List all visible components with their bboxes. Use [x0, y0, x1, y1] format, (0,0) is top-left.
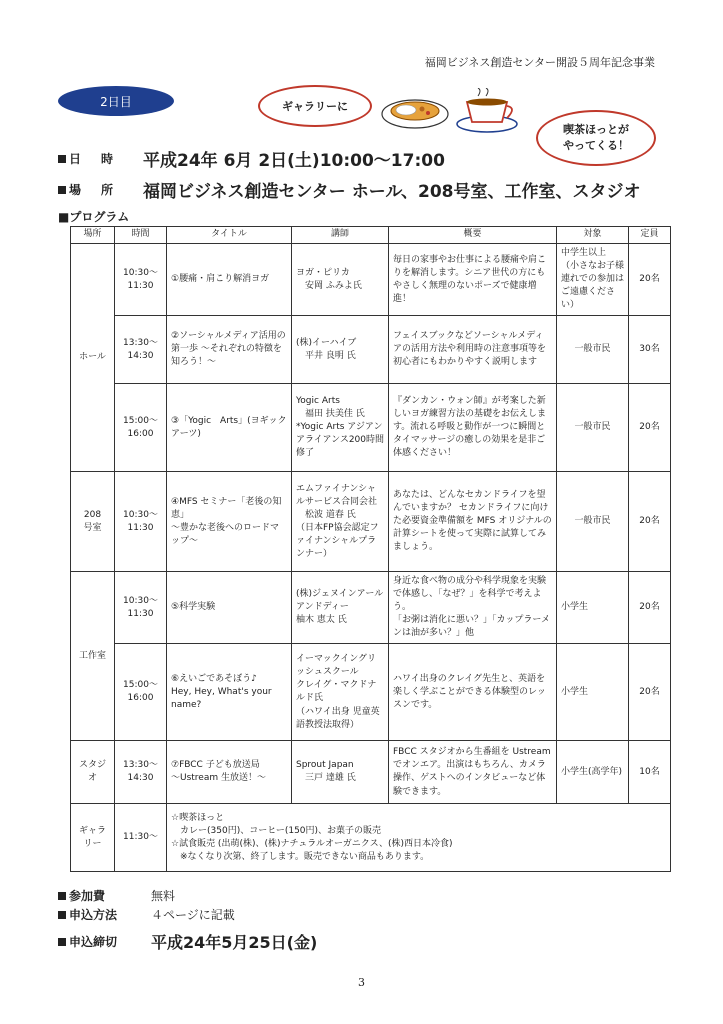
- title-cell: ②ソーシャルメディア活用の第一歩 ～それぞれの特徴を知ろう！～: [167, 316, 292, 384]
- fee-value: 無料: [151, 889, 176, 903]
- header-title: タイトル: [167, 227, 292, 244]
- program-table: [70, 226, 671, 872]
- summary-cell: あなたは、どんなセカンドライフを望んでいますか？ セカンドライフに向けた必要資金準備額を MFS オリジナルの計算シートを使って実際に試算してみましょう。: [389, 472, 557, 572]
- summary-cell: 毎日の家事やお仕事による腰痛や肩こりを解消します。シニア世代の方にもやさしく無理のないポーズで健康増進！: [389, 244, 557, 316]
- capacity-cell: 20名: [629, 244, 671, 316]
- target-cell: 一般市民: [557, 472, 629, 572]
- deadline-label: 申込締切: [69, 935, 118, 949]
- place-cell: 208 号室: [71, 472, 115, 572]
- target-cell: 小学生(高学年): [557, 741, 629, 804]
- title-cell: ①腰痛・肩こり解消ヨガ: [167, 244, 292, 316]
- page-number: 3: [358, 976, 365, 989]
- deadline-row: [58, 930, 317, 953]
- time-cell: 15:00～ 16:00: [115, 384, 167, 472]
- title-cell: ③「Yogic Arts」(ヨギックアーツ): [167, 384, 292, 472]
- header-lecturer: 講師: [292, 227, 389, 244]
- summary-cell: FBCC スタジオから生番組を Ustream でオンエア。出演はもちろん、カメラ操作、ゲストへのインタビューなど体験できます。: [389, 741, 557, 804]
- bullet-square-icon: [58, 938, 66, 946]
- gallery-bubble: ギャラリーに: [258, 85, 372, 127]
- method-value: ４ページに記載: [151, 908, 235, 922]
- summary-cell: 身近な食べ物の成分や科学現象を実験で体感し、「なぜ？」を科学で考えよう。 「お粥は消化に悪い？」「カップラーメンは油が多い？」他: [389, 572, 557, 644]
- bullet-square-icon: [58, 155, 66, 163]
- gallery-details-cell: ☆喫茶ほっと カレー(350円)、コーヒー(150円)、お菓子の販売 ☆試食販売 (出萌(株)、(株)ナチュラルオーガニクス、(株)西日本冷食) ※なくなり次第、終了します。販売できない商品もあります。: [167, 804, 671, 872]
- time-cell: 11:30～: [115, 804, 167, 872]
- header-place: 場所: [71, 227, 115, 244]
- table-row-gallery: [71, 804, 671, 872]
- place-cell: スタジ オ: [71, 741, 115, 804]
- target-cell: 一般市民: [557, 316, 629, 384]
- header-capacity: 定員: [629, 227, 671, 244]
- target-cell: 小学生: [557, 572, 629, 644]
- lecturer-cell: Sprout Japan 三戸 達雄 氏: [292, 741, 389, 804]
- method-row: [58, 906, 235, 923]
- table-row: [71, 572, 671, 644]
- capacity-cell: 20名: [629, 384, 671, 472]
- summary-cell: フェイスブックなどソーシャルメディアの活用方法や利用時の注意事項等を初心者にもわかりやすく説明します: [389, 316, 557, 384]
- table-row: [71, 316, 671, 384]
- table-row: [71, 741, 671, 804]
- capacity-cell: 20名: [629, 572, 671, 644]
- target-cell: 一般市民: [557, 384, 629, 472]
- header-target: 対象: [557, 227, 629, 244]
- summary-cell: 『ダンカン・ウォン師』が考案した新しいヨガ練習方法の基礎をお伝えします。流れる呼吸と動作が一つに瞬間とタイマッサージの癒しの効果を是非ご体感ください！: [389, 384, 557, 472]
- place-cell: ホール: [71, 244, 115, 472]
- curry-icon: [380, 92, 450, 132]
- table-row: [71, 244, 671, 316]
- deadline-value: 平成24年5月25日(金): [151, 933, 318, 952]
- title-cell: ⑦FBCC 子ども放送局 ～Ustream 生放送！～: [167, 741, 292, 804]
- program-heading: ■プログラム: [58, 210, 130, 224]
- time-cell: 13:30～ 14:30: [115, 316, 167, 384]
- table-header-row: [71, 227, 671, 244]
- date-row: [58, 146, 445, 171]
- table-row: [71, 644, 671, 741]
- lecturer-cell: イーマックイングリッシュスクール クレイグ・マクドナルド氏 （ハワイ出身 児童英語教授法取得）: [292, 644, 389, 741]
- lecturer-cell: エムファイナンシャルサービス合同会社 松波 道春 氏 （日本FP協会認定ファイナンシャルプランナー）: [292, 472, 389, 572]
- capacity-cell: 10名: [629, 741, 671, 804]
- venue-row: [58, 177, 641, 202]
- table-row: [71, 472, 671, 572]
- header-note: 福岡ビジネス創造センター開設５周年記念事業: [424, 56, 655, 69]
- lecturer-cell: (株)イーハイブ 平井 良明 氏: [292, 316, 389, 384]
- date-value: 平成24年 6月 2日(土)10:00～17:00: [143, 151, 445, 171]
- time-cell: 13:30～ 14:30: [115, 741, 167, 804]
- method-label: 申込方法: [69, 908, 118, 922]
- lecturer-cell: ヨガ・ピリカ 安岡 ふみよ氏: [292, 244, 389, 316]
- lecturer-cell: (株)ジェヌインアールアンドディー 柚木 恵太 氏: [292, 572, 389, 644]
- cafe-bubble: 喫茶ほっとが やってくる！: [536, 110, 656, 166]
- table-row: [71, 384, 671, 472]
- date-label: 日 時: [69, 152, 118, 166]
- venue-label: 場 所: [69, 183, 118, 197]
- place-cell: 工作室: [71, 572, 115, 741]
- lecturer-cell: Yogic Arts 福田 扶美佳 氏 *Yogic Arts アジアンアライアンス200時間修了: [292, 384, 389, 472]
- title-cell: ⑤科学実験: [167, 572, 292, 644]
- bullet-square-icon: [58, 186, 66, 194]
- target-cell: 中学生以上 （小さなお子様連れでの参加はご遠慮ください）: [557, 244, 629, 316]
- venue-value: 福岡ビジネス創造センター ホール、208号室、工作室、スタジオ: [143, 182, 641, 202]
- time-cell: 10:30～ 11:30: [115, 472, 167, 572]
- coffee-cup-icon: [452, 88, 522, 134]
- fee-label: 参加費: [69, 889, 106, 903]
- fee-row: [58, 887, 175, 904]
- bullet-square-icon: [58, 892, 66, 900]
- capacity-cell: 20名: [629, 472, 671, 572]
- bullet-square-icon: [58, 911, 66, 919]
- time-cell: 10:30～ 11:30: [115, 572, 167, 644]
- title-cell: ⑥えいごであそぼう♪ Hey, Hey, What's your name?: [167, 644, 292, 741]
- header-summary: 概要: [389, 227, 557, 244]
- target-cell: 小学生: [557, 644, 629, 741]
- summary-cell: ハワイ出身のクレイグ先生と、英語を楽しく学ぶことができる体験型のレッスンです。: [389, 644, 557, 741]
- time-cell: 10:30～ 11:30: [115, 244, 167, 316]
- place-cell: ギャラ リー: [71, 804, 115, 872]
- title-cell: ④MFS セミナー「老後の知恵」 ～豊かな老後へのロードマップ～: [167, 472, 292, 572]
- header-time: 時間: [115, 227, 167, 244]
- day-badge: 2日目: [58, 86, 174, 116]
- capacity-cell: 20名: [629, 644, 671, 741]
- time-cell: 15:00～ 16:00: [115, 644, 167, 741]
- capacity-cell: 30名: [629, 316, 671, 384]
